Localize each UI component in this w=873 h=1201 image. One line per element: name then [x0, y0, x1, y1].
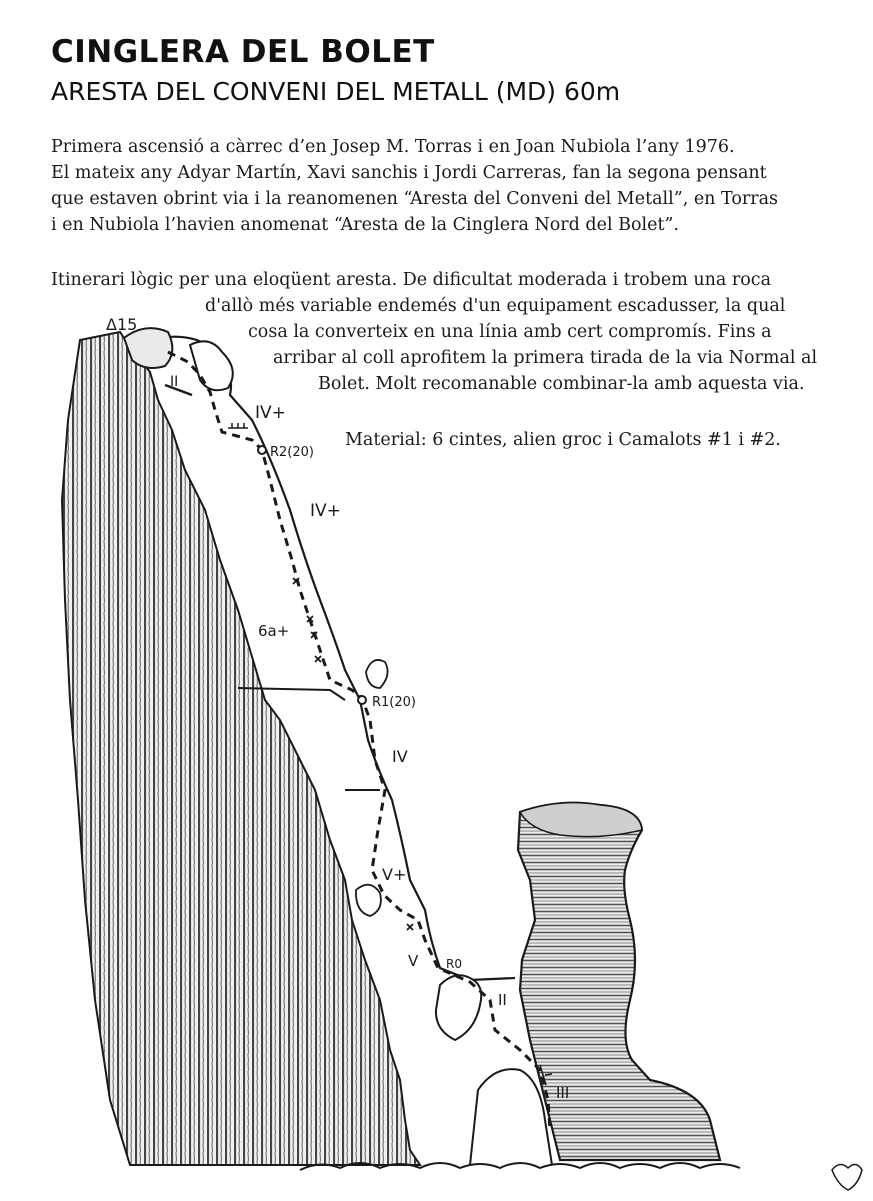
bush-mid — [356, 885, 381, 916]
belay-label: R1(20) — [372, 695, 416, 710]
belay-label: R0 — [446, 957, 462, 971]
history-line: i en Nubiola l’havien anomenat “Aresta de la Cinglera Nord del Bolet”. — [51, 215, 680, 235]
belay-label: R2(20) — [270, 445, 314, 460]
author-signature — [832, 1164, 862, 1190]
belay-r1-marker — [358, 696, 366, 704]
description-line: Itinerari lògic per una eloqüent aresta. De dificultat moderada i trobem una roca — [51, 270, 772, 290]
grade-label: IV+ — [255, 403, 286, 423]
grade-label: V — [408, 952, 419, 970]
grade-label: II — [498, 991, 507, 1009]
description-line: cosa la converteix en una línia amb cert compromís. Fins a — [248, 322, 772, 342]
summit-bush — [190, 341, 233, 390]
grade-label: IV+ — [310, 501, 341, 521]
history-line: Primera ascensió a càrrec d’en Josep M. Torras i en Joan Nubiola l’any 1976. — [51, 137, 735, 157]
grade-label: III — [556, 1084, 570, 1102]
history-line: que estaven obrint via i la reanomenen “Aresta del Conveni del Metall”, en Torras — [51, 189, 779, 209]
grade-label: IV — [392, 747, 408, 766]
route-subtitle: ARESTA DEL CONVENI DEL METALL (MD) 60m — [51, 77, 621, 106]
belay-r2-marker — [258, 446, 266, 454]
cliff-face — [62, 332, 420, 1165]
page-title: CINGLERA DEL BOLET — [51, 34, 435, 70]
grade-label: V+ — [382, 865, 407, 884]
description-line: arribar al coll aprofitem la primera tirada de la via Normal al — [273, 348, 818, 368]
grade-label: II — [170, 374, 179, 390]
history-line: El mateix any Adyar Martín, Xavi sanchis i Jordi Carreras, fan la segona pensant — [51, 163, 767, 183]
material-list: Material: 6 cintes, alien groc i Camalots #1 i #2. — [345, 430, 781, 450]
descent-label: Δ15 — [106, 315, 138, 334]
bush-r1 — [366, 660, 388, 688]
description-line: Bolet. Molt recomanable combinar-la amb aquesta via. — [318, 374, 805, 394]
aid-label: 6a+ — [258, 622, 290, 640]
description-line: d'allò més variable endemés d'un equipament escadusser, la qual — [205, 296, 786, 316]
gully-arch — [470, 1069, 552, 1165]
piton-ticks — [228, 423, 248, 428]
